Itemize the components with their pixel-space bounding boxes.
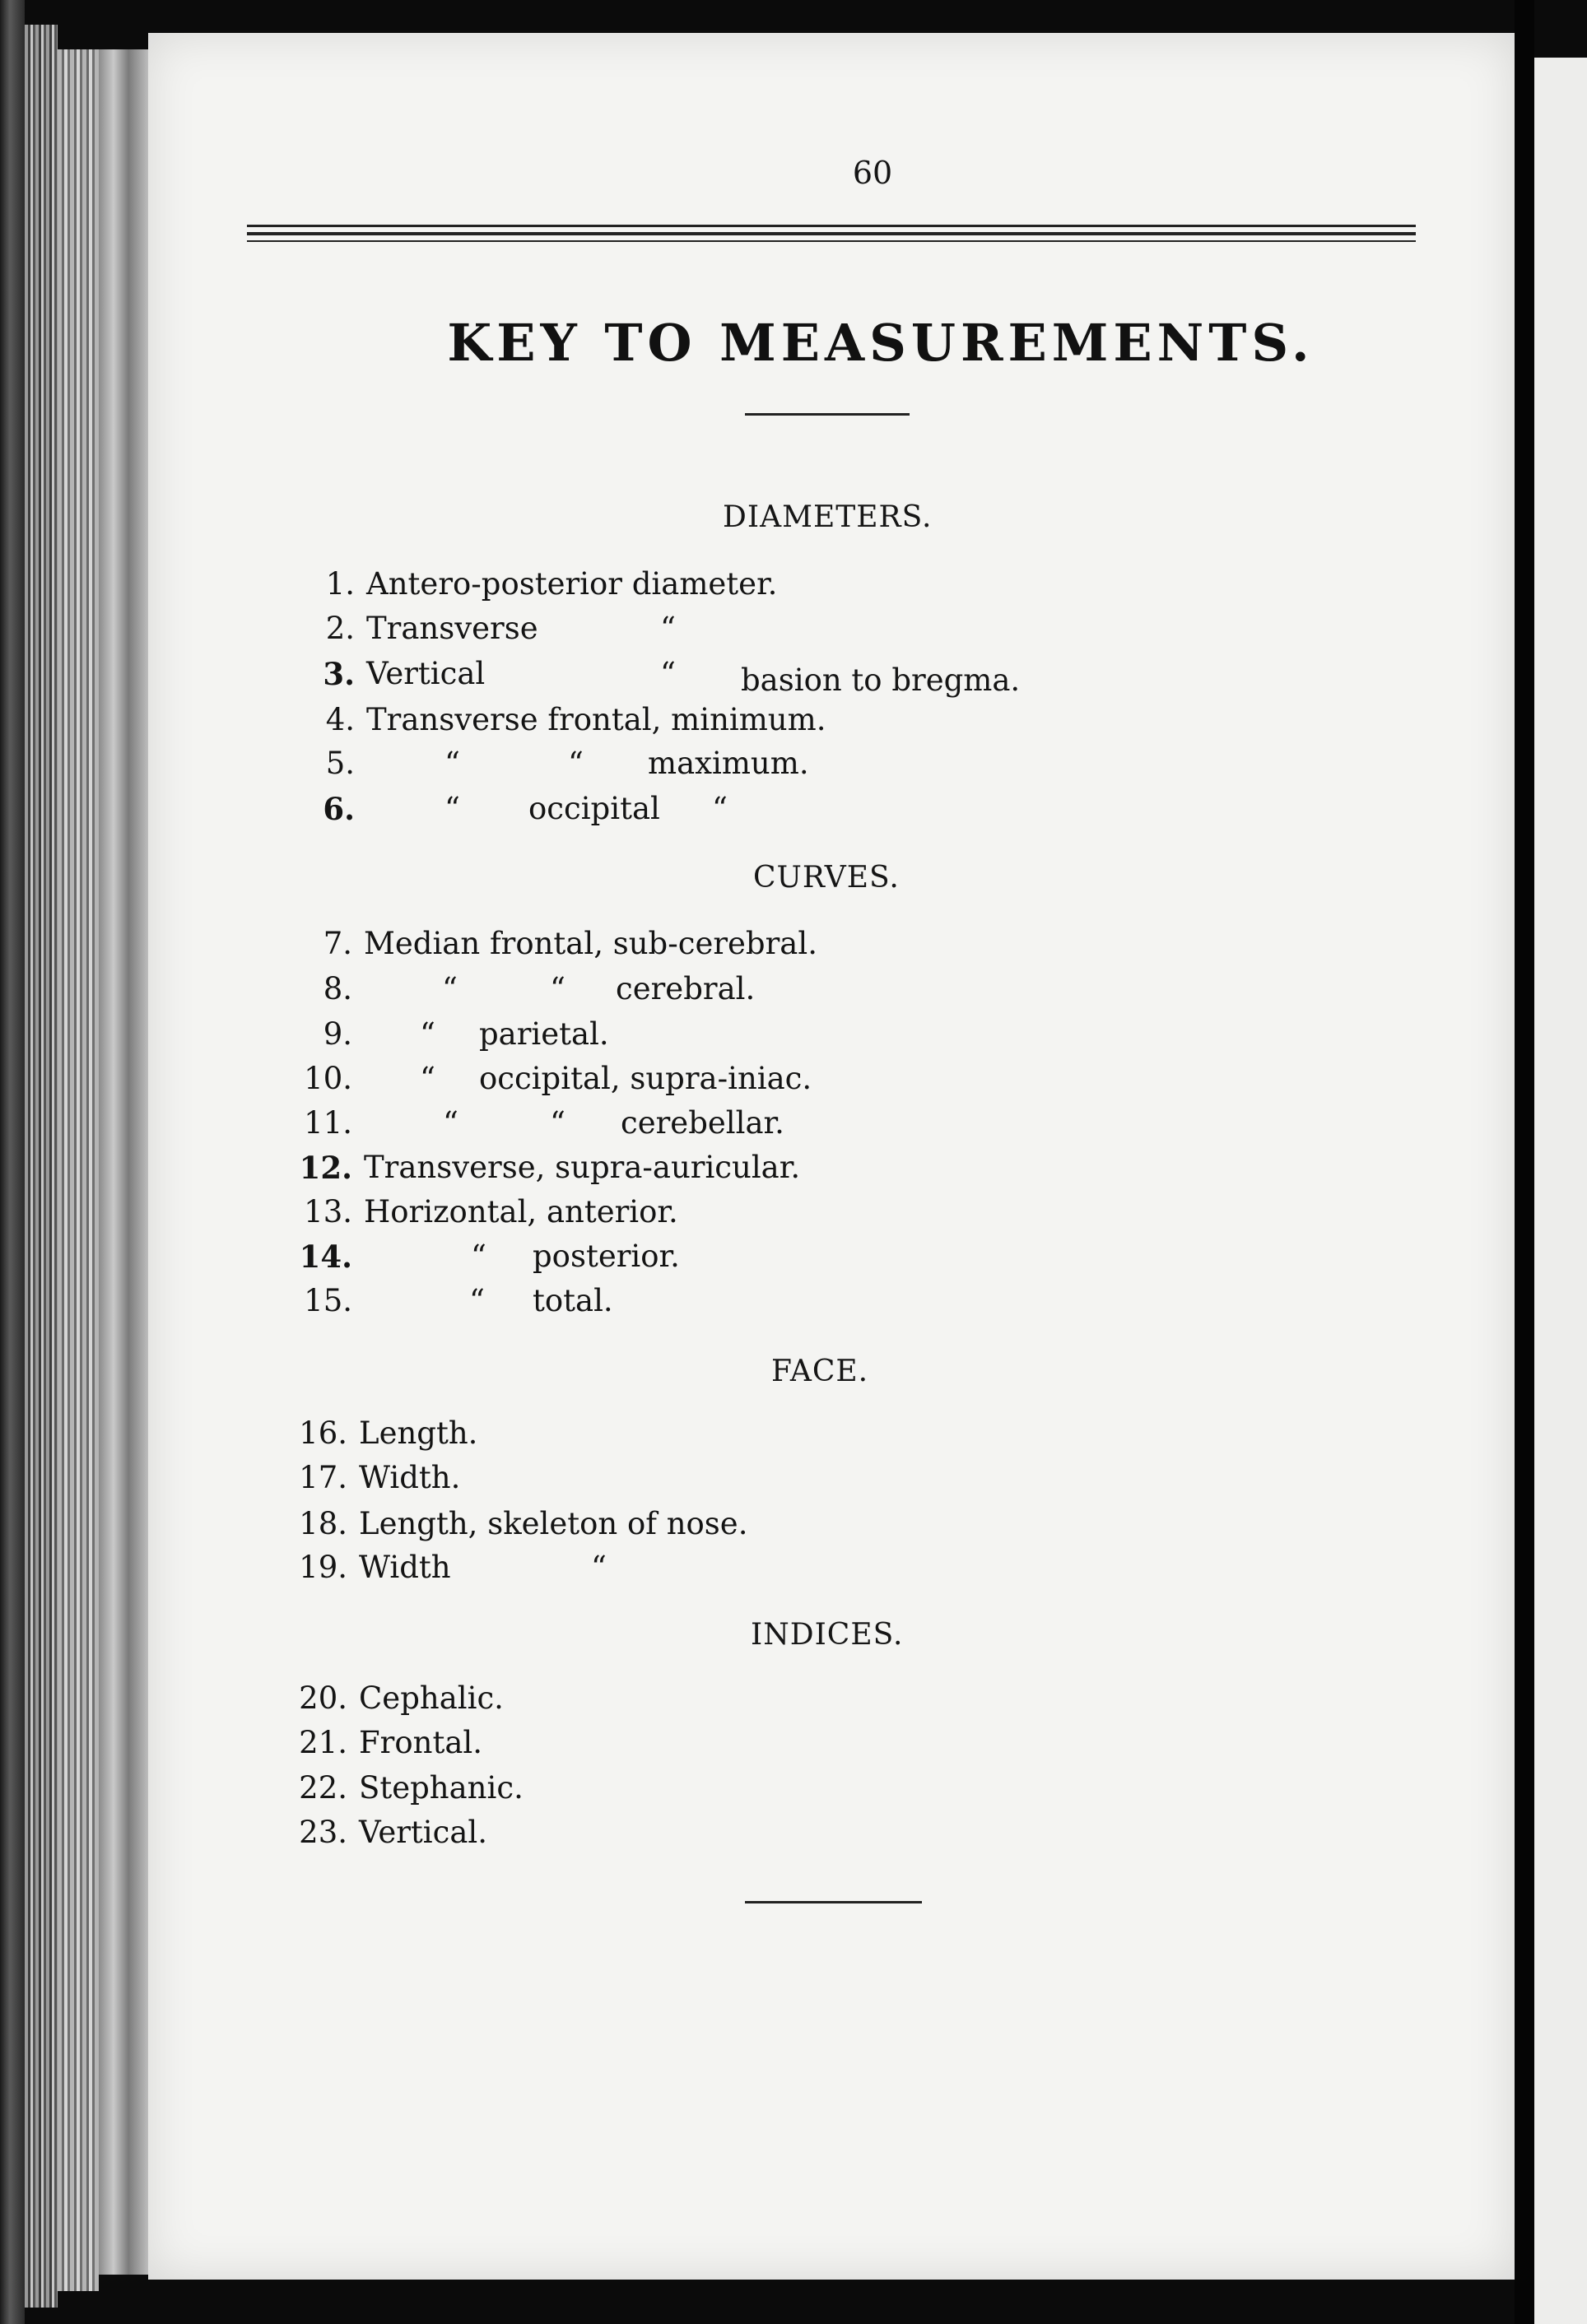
item-text: Transverse, supra-auricular. [364, 1150, 801, 1185]
item-number: 17. [299, 1460, 347, 1495]
item-text: occipital [528, 791, 660, 826]
item-number: 9. [323, 1016, 352, 1052]
item-text: Stephanic. [359, 1770, 524, 1806]
item-extra: total. [533, 1283, 613, 1318]
item-text: Antero-posterior diameter. [366, 566, 778, 602]
book-edge-gutter [99, 49, 148, 2275]
section-heading-indices: INDICES. [751, 1618, 904, 1652]
item-extra: occipital, supra-iniac. [479, 1061, 812, 1096]
item-text: Vertical [366, 656, 486, 691]
ditto-mark: “ [591, 1550, 607, 1585]
facing-page-edge [1534, 58, 1587, 2324]
page-title: KEY TO MEASUREMENTS. [447, 313, 1315, 373]
item-number: 16. [299, 1415, 347, 1451]
ditto-mark: “ [712, 791, 728, 826]
book-edge-outer [0, 0, 25, 2324]
book-edge-pages-inner [58, 49, 99, 2291]
ditto-mark: “ [443, 1105, 458, 1141]
item-number: 8. [323, 971, 352, 1006]
item-number: 19. [299, 1550, 347, 1585]
item-number: 4. [325, 702, 355, 737]
ditto-mark: “ [442, 971, 458, 1006]
ditto-mark: “ [660, 656, 676, 691]
item-text: Length, skeleton of nose. [359, 1506, 748, 1541]
item-text: Transverse frontal, minimum. [366, 702, 826, 737]
ditto-mark: “ [471, 1239, 486, 1274]
page-number: 60 [852, 155, 893, 191]
item-text: Width [359, 1550, 451, 1585]
item-extra: cerebellar. [621, 1105, 784, 1141]
item-number: 20. [299, 1680, 347, 1716]
ditto-mark: “ [568, 746, 584, 781]
item-text: Horizontal, anterior. [364, 1194, 678, 1229]
item-number: 11. [304, 1105, 352, 1141]
item-text: Transverse [366, 611, 538, 646]
header-rule [247, 232, 1416, 235]
section-heading-diameters: DIAMETERS. [723, 500, 933, 534]
item-text: Length. [359, 1415, 478, 1451]
item-text: Width. [359, 1460, 461, 1495]
ditto-mark: “ [420, 1061, 435, 1096]
item-number: 22. [299, 1770, 347, 1806]
item-number: 23. [299, 1815, 347, 1850]
item-number: 3. [323, 656, 355, 692]
item-number: 2. [325, 611, 355, 646]
item-number: 13. [304, 1194, 352, 1229]
item-number: 12. [299, 1150, 352, 1186]
ditto-mark: “ [444, 791, 460, 826]
item-extra: posterior. [533, 1239, 680, 1274]
item-extra: basion to bregma. [741, 662, 1021, 698]
item-number: 15. [304, 1283, 352, 1318]
end-rule [745, 1901, 922, 1903]
ditto-mark: “ [420, 1016, 435, 1052]
item-number: 5. [325, 746, 355, 781]
book-edge-pages [25, 25, 58, 2308]
ditto-mark: “ [550, 1105, 565, 1141]
item-number: 10. [304, 1061, 352, 1096]
item-text: Frontal. [359, 1725, 482, 1760]
ditto-mark: “ [444, 746, 460, 781]
ditto-mark: “ [550, 971, 565, 1006]
header-rule [247, 240, 1416, 242]
item-number: 21. [299, 1725, 347, 1760]
item-text: Cephalic. [359, 1680, 504, 1716]
item-number: 18. [299, 1506, 347, 1541]
header-rule [247, 225, 1416, 227]
item-text: Vertical. [359, 1815, 487, 1850]
title-underline [745, 413, 910, 416]
ditto-mark: “ [469, 1283, 485, 1318]
item-number: 1. [325, 566, 355, 602]
item-number: 7. [323, 926, 352, 961]
item-text: Median frontal, sub-cerebral. [364, 926, 817, 961]
section-heading-face: FACE. [771, 1355, 869, 1388]
ditto-mark: “ [660, 611, 676, 646]
item-extra: maximum. [648, 746, 809, 781]
section-heading-curves: CURVES. [753, 861, 900, 895]
item-number: 6. [323, 791, 355, 827]
item-number: 14. [299, 1239, 352, 1275]
item-extra: cerebral. [616, 971, 756, 1006]
item-extra: parietal. [479, 1016, 609, 1052]
book-page [148, 33, 1515, 2280]
book-spine-shadow [1515, 0, 1534, 2324]
